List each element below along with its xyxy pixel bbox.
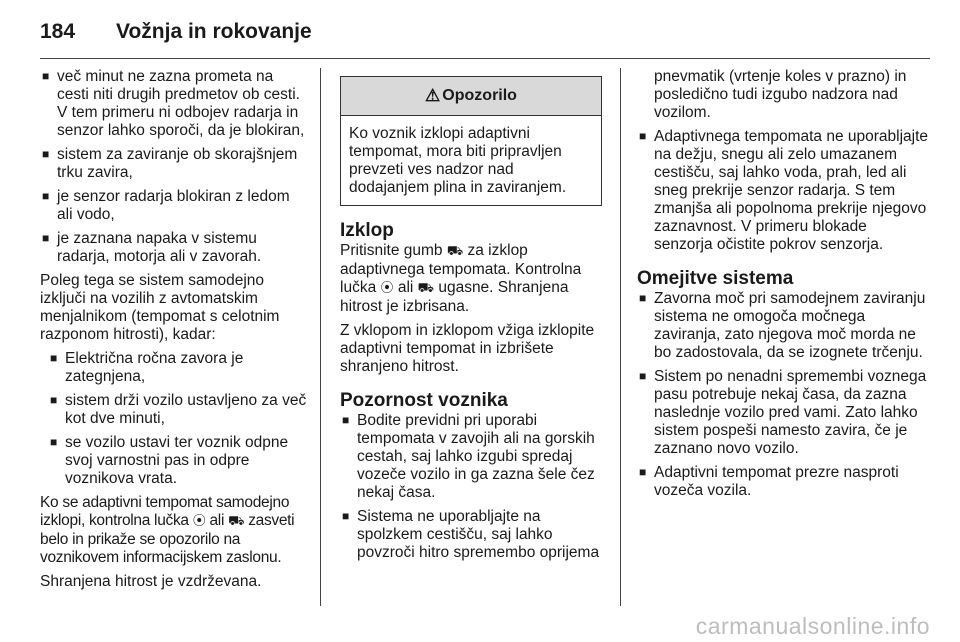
paragraph: Poleg tega se sistem samodejno izključi na vozilih z avtomatskim menjalnikom (tempomat s celotnim razponom hitrosti), kadar: [40, 272, 280, 343]
column-2 [340, 68, 602, 568]
section-heading-omejitve: Omejitve sistema [637, 268, 794, 289]
paragraph-continued: pnevmatik (vrtenje koles v prazno) in posledično tudi izgubo nadzora nad vozilom. [654, 68, 907, 121]
page-number: 184 [40, 20, 76, 43]
paragraph: Pritisnite gumb ⛟ za izklop adaptivnega tempomata. Kontrolna lučka ⦿ ali ⛟ ugasne. Shranjena hitrost je izbrisana. [340, 242, 582, 315]
list-item: ■ Adaptivnega tempomata ne uporabljajte na dežju, snegu ali zelo umazanem cestišču, saj lahko voda, prah, led ali sneg prekrije senzor radarja. S tem zmanjša ali popolnoma prekrije njegovo zaznavnost. V primeru blokade senzorja očistite pokrov senzorja. [637, 128, 929, 254]
column-3 [637, 68, 929, 506]
car-ahead-icon: ⛟ [417, 281, 435, 296]
bullet-list-a [40, 68, 308, 266]
warning-header [341, 77, 601, 116]
list-item: ■ Bodite previdni pri uporabi tempomata v zavojih ali na gorskih cestah, saj lahko izgubi spredaj vozeče vozilo in ga zazna šele čez nekaj časa. [340, 412, 602, 502]
list-item: ■ sistem za zaviranje ob skorajšnjem trku zavira, [40, 146, 308, 182]
list-item: ■ je zaznana napaka v sistemu radarja, motorja ali v zavorah. [40, 230, 308, 266]
list-item: ■ Sistem po nenadni spremembi voznega pasu potrebuje nekaj časa, da zazna naslednje vozilo pred vami. Zato lahko sistem pospeši namesto zavira, če je zaznano novo vozilo. [637, 368, 929, 458]
list-item: ■ Adaptivni tempomat prezre nasproti vozeča vozila. [637, 464, 929, 500]
chapter-title: Vožnja in rokovanje [116, 20, 312, 43]
list-item: ■ se vozilo ustavi ter voznik odpne svoj varnostni pas in odpre voznikova vrata. [48, 434, 308, 488]
car-ahead-icon: ⛟ [446, 244, 464, 259]
bullet-list-b [637, 290, 929, 500]
warning-box [340, 76, 602, 206]
warning-icon: ⚠ [425, 86, 441, 105]
list-item: ■ Električna ročna zavora je zategnjena, [48, 350, 308, 386]
list-item: ■ sistem drži vozilo ustavljeno za več kot dve minuti, [48, 392, 308, 428]
column-divider-1 [320, 68, 321, 606]
section-heading-pozornost: Pozornost voznika [340, 390, 508, 411]
car-ahead-icon: ⛟ [228, 514, 245, 529]
column-1 [40, 68, 308, 597]
header-divider [40, 58, 930, 59]
list-item: ■ Zavorna moč pri samodejnem zaviranju sistema ne omogoča močnega zaviranja, zato njegova moč morda ne bo zadostovala, da se izognete trčenju. [637, 290, 929, 362]
section-heading-izklop: Izklop [340, 220, 394, 241]
warning-text: Ko voznik izklopi adaptivni tempomat, mora biti pripravljen prevzeti ves nadzor nad dodajanjem plina in zaviranjem. [349, 125, 567, 196]
column-divider-2 [620, 68, 621, 606]
bullet-list [340, 412, 602, 562]
bullet-list-b [48, 350, 308, 488]
page-header [40, 14, 920, 54]
list-item: ■ Sistema ne uporabljajte na spolzkem cestišču, saj lahko povzroči hitro spremembo oprijema [340, 508, 602, 562]
watermark: carmanualsonline.info [695, 613, 930, 639]
speedometer-icon: ⦿ [380, 281, 394, 296]
paragraph: Z vklopom in izklopom vžiga izklopite adaptivni tempomat in izbrišete shranjeno hitrost. [340, 322, 595, 375]
speedometer-icon: ⦿ [192, 514, 206, 529]
bullet-list-a [637, 128, 929, 254]
list-item: ■ več minut ne zazna prometa na cesti niti drugih predmetov ob cesti. V tem primeru ni odbojev radarja in senzor lahko sporoči, da je blokiran, [40, 68, 308, 140]
list-item: ■ je senzor radarja blokiran z ledom ali vodo, [40, 188, 308, 224]
paragraph: Ko se adaptivni tempomat samodejno izklopi, kontrolna lučka ⦿ ali ⛟ zasveti belo in prikaže se opozorilo na voznikovem informacijskem zaslonu. [40, 494, 295, 566]
paragraph: Shranjena hitrost je vzdrževana. [40, 573, 262, 590]
warning-title: Opozorilo [442, 87, 517, 104]
